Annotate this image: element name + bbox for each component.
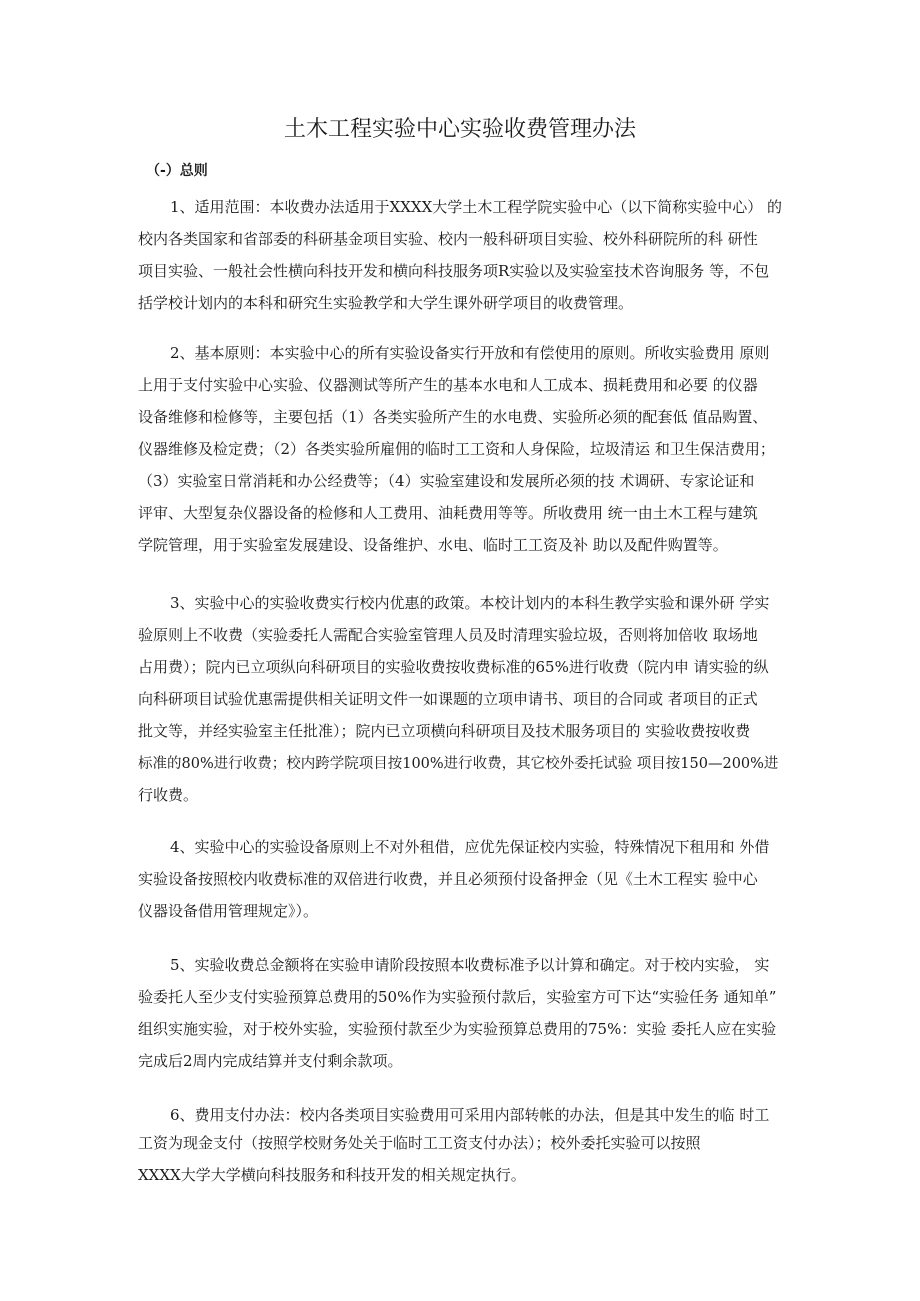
paragraph-4-line: 4、实验中心的实验设备原则上不对外租借，应优先保证校内实验，特殊情况下租用和 外借: [170, 838, 770, 856]
section-heading: （-）总则: [146, 163, 208, 179]
paragraph-3-line: 行收费。: [138, 786, 199, 804]
paragraph-2-line: 2、基本原则：本实验中心的所有实验设备实行开放和有偿使用的原则。所收实验费用 原则: [170, 344, 770, 362]
paragraph-3-line: 批文等，并经实验室主任批准）；院内已立项横向科研项目及技术服务项目的 实验收费按收费: [138, 722, 751, 740]
paragraph-1-line: 项目实验、一般社会性横向科技开发和横向科技服务项R实验以及实验室技术咨询服务 等，不包: [138, 262, 770, 280]
paragraph-4-line: 实验设备按照校内收费标准的双倍进行收费，并且必须预付设备押金（见《土木工程实 验中心: [138, 870, 758, 888]
paragraph-2-line: （3）实验室日常消耗和办公经费等；（4）实验室建设和发展所必须的技 术调研、专家论证和: [138, 472, 755, 490]
paragraph-6-line: 工资为现金支付（按照学校财务处关于临时工工资支付办法）；校外委托实验可以按照: [138, 1134, 701, 1152]
paragraph-2-line: 评审、大型复杂仪器设备的检修和人工费用、油耗费用等等。所收费用 统一由土木工程与建筑: [138, 504, 758, 522]
paragraph-5-line: 组织实施实验，对于校外实验，实验预付款至少为实验预算总费用的75%：实验 委托人应在实验: [138, 1020, 777, 1038]
paragraph-6-line: XXXX大学大学横向科技服务和科技开发的相关规定执行。: [138, 1166, 526, 1184]
paragraph-1-line: 1、适用范围：本收费办法适用于XXXX大学土木工程学院实验中心（以下简称实验中心） 的: [170, 198, 783, 216]
paragraph-3-line: 占用费）；院内已立项纵向科研项目的实验收费按收费标准的65%进行收费（院内申 请实验的纵: [138, 658, 769, 676]
paragraph-2-line: 设备维修和检修等，主要包括（1）各类实验所产生的水电费、实验所必须的配套低 值品购置、: [138, 408, 768, 426]
paragraph-1-line: 校内各类国家和省部委的科研基金项目实验、校内一般科研项目实验、校外科研院所的科 研性: [138, 230, 758, 248]
paragraph-2-line: 学院管理，用于实验室发展建设、设备维护、水电、临时工工资及补 助以及配件购置等。: [138, 536, 728, 554]
paragraph-5-line: 5、实验收费总金额将在实验申请阶段按照本收费标准予以计算和确定。对于校内实验， 实: [170, 956, 770, 974]
paragraph-3-line: 向科研项目试验优惠需提供相关证明文件一如课题的立项申请书、项目的合同或 者项目的正式: [138, 690, 758, 708]
paragraph-6-line: 6、费用支付办法：校内各类项目实验费用可采用内部转帐的办法，但是其中发生的临 时工: [170, 1106, 770, 1124]
paragraph-2-line: 仪器维修及检定费；（2）各类实验所雇佣的临时工工资和人身保险，垃圾清运 和卫生保洁费用；: [138, 440, 775, 458]
paragraph-1-line: 括学校计划内的本科和研究生实验教学和大学生课外研学项目的收费管理。: [138, 294, 634, 312]
paragraph-3-line: 验原则上不收费（实验委托人需配合实验室管理人员及时清理实验垃圾，否则将加倍收 取场地: [138, 626, 758, 644]
document-title: 土木工程实验中心实验收费管理办法: [283, 117, 636, 142]
paragraph-4-line: 仪器设备借用管理规定》）。: [138, 902, 319, 920]
paragraph-2-line: 上用于支付实验中心实验、仪器测试等所产生的基本水电和人工成本、损耗费用和必要 的仪器: [138, 376, 758, 394]
paragraph-3-line: 3、实验中心的实验收费实行校内优惠的政策。本校计划内的本科生教学实验和课外研 学实: [170, 594, 770, 612]
paragraph-5-line: 验委托人至少支付实验预算总费用的50%作为实验预付款后，实验室方可下达“实验任务 通知单”: [138, 988, 777, 1006]
paragraph-5-line: 完成后2周内完成结算并支付剩余款项。: [138, 1052, 403, 1070]
paragraph-3-line: 标准的80%进行收费；校内跨学院项目按100%进行收费，其它校外委托试验 项目按150—200%进: [138, 756, 779, 772]
